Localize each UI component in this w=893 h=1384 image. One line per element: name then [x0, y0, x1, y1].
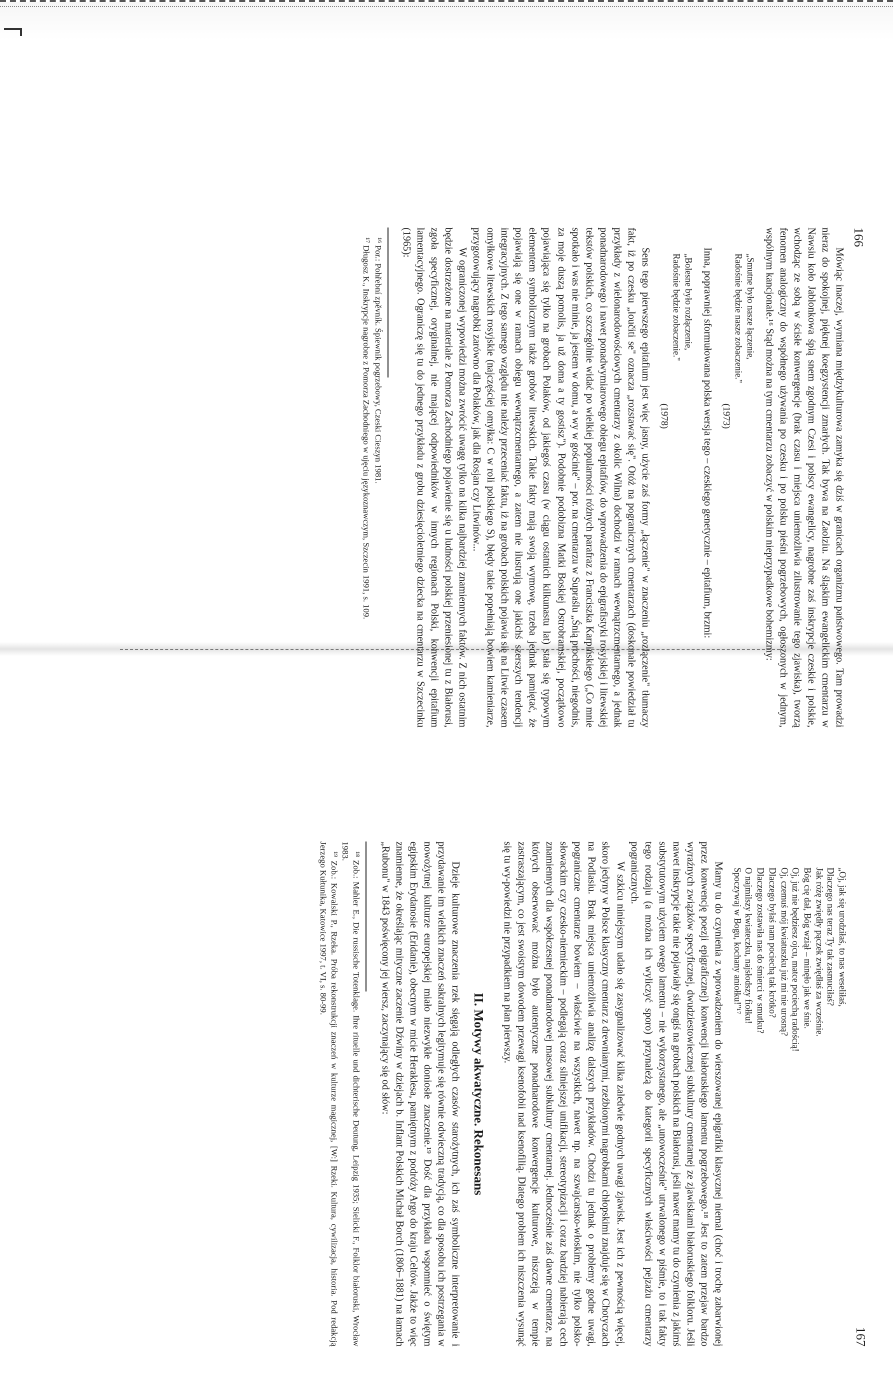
page-number: 167	[853, 1327, 869, 1347]
paragraph: W ograniczonej wypowiedzi można zwrócić uwagę tylko na kilka najbardziej znamiennych faktów. Z nich ostatnim będzie dostrzeżone na materiale z Pomorza Zachodniego pojawienie się u ludności polskiej przeniesionej tu z Białorusi, zgoła specyficznej, oryginalnej, nie mającej odpowiedników w innych regionach Polski, konwencji epitafium lamentacyjnego. Ograniczę się tu do jednego przykładu z grobu dziesięcioletniego dziecka na cmentarzu w Szczecinku (1965):	[400, 227, 468, 728]
page-166	[23, 176, 878, 776]
page-number: 166	[851, 227, 867, 247]
verse-line: Jak różę zwiędły pączek zwiędłaś za wcześnie.	[814, 867, 825, 1037]
verse-line: „Bolesne było rozłączenie,	[683, 253, 694, 351]
body-text	[317, 842, 847, 1347]
footnote: ¹⁶ Por.: Pohřební zpěvník. Śpiewnik pogrzebowy, Czeski Cieszyn 1981.	[373, 237, 384, 484]
footnote: ¹⁸ Zob.: Mahler E., Die russische Totenklage. Ihre rituelle und dichterische Deutung, Leipzig 1935; Sielicki F., Folklor białoruski, Wrocław 1983.	[340, 841, 362, 1347]
verse-year: (1978)	[658, 403, 669, 429]
footnote-separator	[387, 228, 388, 378]
verse-line: Bóg cię dał, Bóg wziął – minęło jak we śnie.	[802, 867, 813, 1029]
verse-line: „Smutne było nasze łączenie,	[745, 253, 756, 360]
verse-line: Radośnie będzie nasze zobaczenie."	[733, 253, 744, 384]
epitaph-verse	[719, 254, 755, 728]
verse-line: Dlaczego nas teraz Ty tak zasmuciłaś?	[825, 867, 836, 1006]
verse-line: Spoczywaj w Bogu, kochany aniołku!"¹⁷	[732, 867, 743, 1015]
verse-line: Oj, czemuś mój kwiatuszku już mi nie urosną?	[779, 867, 790, 1036]
paragraph: Dzieje kulturowe znaczenia rzek sięgają odległych czasów starożytnych, ich zaś symboliczne interpretowanie i przydawanie im wielkich znaczeń sakralnych legitymuje się równie odwieczną tradycją, co dla sposobu ich postrzegania w nowożytnej kulturze europejskiej miało niezwykłe doniosłe znaczenie.¹⁹ Dość dla przykładu wspomnieć o świętym egipskim Erydanosie (Eridanie), obecnym w micie Heraklesa, pamiętnym z podróży Argo do kraju Celtów. Jakże to więc znamienne, że określając mityczne zaczenie Dźwiny w dziejach b. Inflant Polskich Michał Borch (1806–1881) na łamach „Rubonu" w 1843 poświęcony jej wiersz, zaczynający się od słów:	[379, 841, 461, 1347]
paragraph: Sens tego pierwszego epitafium jest więc jasny, użycie zaś formy „łączenie" w znaczeniu „rozłączenie" tłumaczy fakt, iż po czesku „loučiti se" oznacza „rozstawać się". Otóż na pogranicznych cmentarzach (doskonale powiedział tu przykłady z wielonarodowościowych cmentarzy z okolic Wilna) dochodzi w ramach wewnątrzcmentarnego, a jednak ponadnarodowego i nawet ponadwymiarowego obiegu epitafiów, do wprowadzenia do epigrafistyki rosyjskiej i litewskiej tekstów polskich, co szczególnie widać po wielkiej popularności różnych parafraz z Franciszka Karpińskiego („Co mnie spotkało i was nie minie, ja jestem w domu, a wy w gościnie" – por. na cmentarzu w Supraślu „Śnią prochości, niegodnis, za moje duszą pomolis, ja už doma a ty gostisz"). Podobnie podobizna Matki Boskiej Ostrobramskiej, początkowo pojawiająca się tylko na grobach Polaków, od jakiegoś czasu (w ciągu ostatnich kilkunastu lat) stała się typowym elementem symbolicznym także grobów litewskich. Takie fakty mają swoją wymowę, trzeba jednak pamiętać, że pojawiają się one w ramach obiegu wewnątrzcmentarnego, a zatem nie ilustrują one jakichś szerszych tendencji integracyjnych. Z tego samego względu nie należy przeceniać faktu, iż na grobach polskich pojawia się na Litwie czasem omyłkowe litewskich rosyjskie (najczęściej omyłka: C w roli polskiego S), błędy takie popełniają bowiem kamieniarze, przygotowujący nagrobki zarówno dla Polaków, jak dla Rosjan czy Litwinów...	[470, 227, 651, 728]
footnote-separator	[366, 842, 367, 992]
scan-mark	[4, 28, 22, 36]
verse-year: (1973)	[720, 403, 731, 429]
verse-line: Oj, już nie będziesz ojcu, matce pociechą radością!	[790, 867, 801, 1052]
verse-line: Dlaczego byłaś nam pociechą tak krótko?	[767, 867, 778, 1018]
paragraph: W szkicu niniejszym udało się zasygnalizować kilka zaledwie godnych uwagi zjawisk. Jest ich z pewnością więcej, skoro jedyny w Polsce klasyczny cmentarz z drewnianymi, rzeźbionymi nagrobkami chłopskimi znajduje się w Chotyczach na Podlasiu. Brak miejsca uniemożliwia analizę dalszych przykładów. Chodzi tu jednak o problemy godne uwagi, pograniczne cmentarze bowiem – właściwie na wszystkich, nawet np. na szwajcarsko-włoskim, nie tylko polsko-słowackim czy czesko-niemieckim – podlegają coraz silniejszej unifikacji, stereotypizacji i coraz bardziej nabierają cech znamiennych dla współczesnej ponadnarodowej masowej subkultury cmentarnej. Jednocześnie zaś dawne cmentarze, na których obserwować można było autentyczne ponadnarodowe konwergencje kulturowe, niszczeją w tempie zastraszającym, co jest swoistym dowodem przewagi ksenofobii nad ksenofilią. Dlatego problem ich niszczenia wysunąć się tu wy-powiedzi nie przypadkiem na plan pierwszy.	[501, 841, 626, 1347]
body-text	[361, 228, 846, 728]
verse-line: Dlaczego zostawiła nas do śmierci w smutku?	[755, 867, 766, 1034]
section-heading: II. Motywy akwatyczne. Rekonesans	[471, 992, 487, 1196]
lament-verse	[731, 868, 848, 1347]
paragraph: Mamy tu do czynienia z wprowadzeniem do wierszowanej epigrafiki klasycznej niemal (choć i trochę zabarwionej przez konwencję poezji epigraficznej) konwencji białoruskiego lamentu pogrzebowego.¹⁸ Jest to zatem przejaw bardzo wyraźnych związków specyficznej, dwudziestowiecznej subkultury cmentarnej ze zjawiskami białoruskiego folkloru. Jeśli nawet inskrypcje takie nie pojawiały się ongiś na grobach polskich na Białorusi, jeśli nawet mamy tu do czynienia z jakimś substytutowym użyciem owego lamentu – nie wykorzystanego, ale „unowocześnie" utrwalonego w piśmie, to i tak fakty tego rodzaju (a można ich wyliczyć sporo) przynależą do kategorii specyficznych właściwości pejzażu cmentarzy pogranicznych.	[628, 841, 724, 1347]
verse-line: O najmilszy kwiateczku, najsłodszy fiołku!	[744, 867, 754, 1024]
verse-line: „Oj, jak się urodziłaś, to nas weseliłaś,	[837, 867, 848, 1007]
footnote: ¹⁹ Zob.: Kowalski P., Rzeka. Próba rekonstrukcji znaczeń w kulturze magicznej, [W:] Rzeki. Kultura, cywilizacja, historia. Pod redakcją Jerzego Kułtunika, Katowice 1997, t. VI, s. 80-99.	[318, 841, 340, 1347]
epitaph-verse	[658, 254, 694, 728]
scan-edge-top	[0, 0, 893, 40]
verse-line: Radośnie będzie zobaczenie."	[671, 253, 682, 361]
paragraph: Mówiąc inaczej, wymiana międzykulturowa zamyka się dziś w granicach organizmu państwowego. Tam prowadzi nieraz do spokojnej, pięknej koegzystencji zmarłych. Tak bywa na Zaolziu. Na śląskim ewangelickim cmentarzu w Nawsiu koło Jablonkowa śpią snem zgodnym Czesi i polscy ewangelicy, nagrobne zaś inskrypcje czeskie i polskie, wchodząc ze sobą w ścisłe konwergencje (brak czasu i miejsca uniemożliwia zilustrowanie tego zjawiska), tworzą fenomen analogiczny do współnego używania po czesku i po polsku pieśni pogrzebowych, ogłoszonych w jednym, wspólnym kancjonale.¹⁶ Stąd można na tym cmentarzu zobaczyć w polskim nieprzypadkowe bohemizmy:	[763, 227, 845, 728]
page-167	[23, 784, 878, 1384]
footnote: ¹⁷ Długosz K., Inskrypcje nagrobne z Pomorza Zachodniego w ujęciu językoznawczym, Szczecin 1991, s. 109.	[361, 237, 372, 620]
paragraph: Inna, poprawniej sformułowana polska wersja tego – czeskiego genetycznie – epitafium, brzmi:	[701, 247, 713, 639]
